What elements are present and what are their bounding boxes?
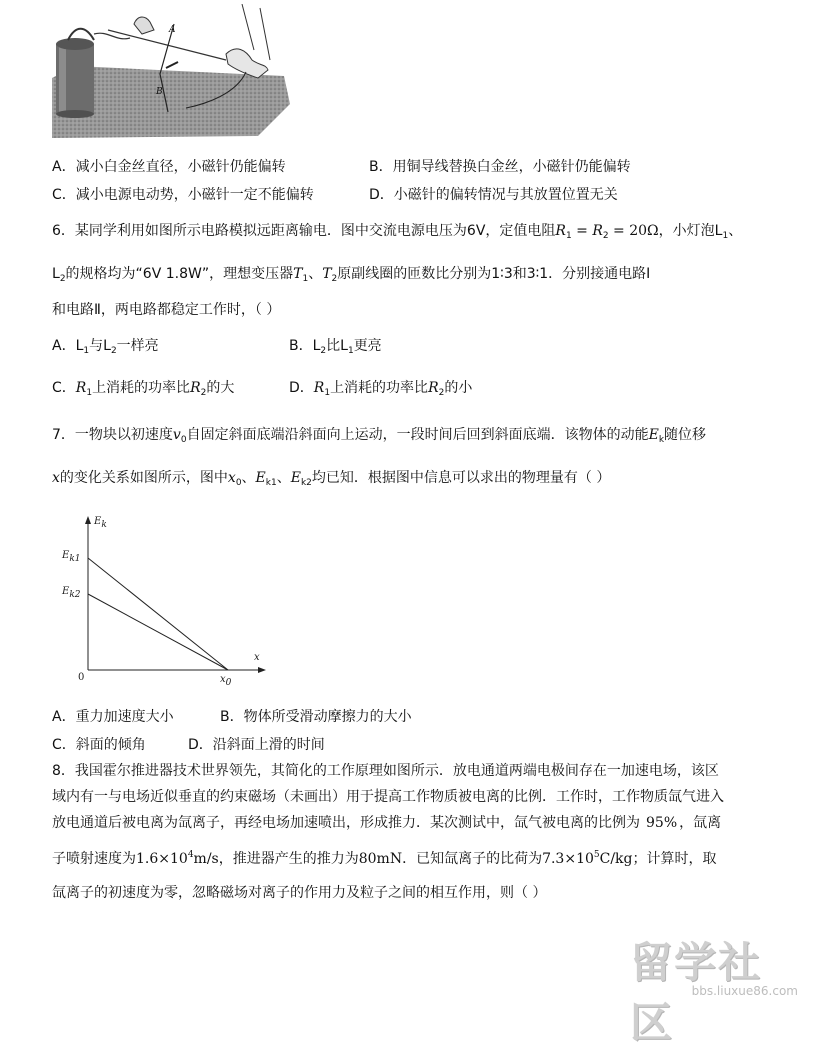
q6-option-b: B．$L_2$比$L_1$更亮 <box>289 338 382 356</box>
line-ek2 <box>88 594 228 670</box>
q7-option-d: D．沿斜面上滑的时间 <box>188 737 325 753</box>
q8-line-3: 放电通道后被电离为氙离子，再经电场加速喷出，形成推力．某次测试中，氙气被电离的比例为 95% ，氙离 <box>52 815 722 831</box>
q8-line-4: 子喷射速度为$1.6\times 10^4m/s$，推进器产生的推力为80mN．已知氙离子的比荷为$7.3\times 10^5C/kg$；计算时，取 <box>52 850 717 867</box>
label-b: B <box>156 87 163 97</box>
q7-line-2: x的变化关系如图所示，图中$x_0$、$E_{k1}$、$E_{k2}$均已知．根据图中信息可以求出的物理量有（ ） <box>52 470 611 488</box>
q7-option-b: B．物体所受滑动摩擦力的大小 <box>220 709 412 725</box>
q7-option-c: C．斜面的倾角 <box>52 737 146 753</box>
experiment-illustration <box>46 4 292 140</box>
graph-axes <box>54 512 274 690</box>
q5-option-c: C．减小电源电动势，小磁针一定不能偏转 <box>52 187 314 203</box>
q6-option-c: C．$R_1$上消耗的功率比$R_2$的大 <box>52 380 235 398</box>
q5-option-a: A．减小白金丝直径，小磁针仍能偏转 <box>52 159 286 175</box>
q6-option-d: D．$R_1$上消耗的功率比$R_2$的小 <box>289 380 473 398</box>
ek-x-graph <box>54 512 274 690</box>
line-ek1 <box>88 558 228 670</box>
q7-option-a: A．重力加速度大小 <box>52 709 174 725</box>
q8-line-5: 氙离子的初速度为零，忽略磁场对离子的作用力及粒子之间的相互作用，则（ ） <box>52 885 547 901</box>
q6-line-3: 和电路Ⅱ，两电路都稳定工作时，（ ） <box>52 302 281 318</box>
ek1-label: $E_{k1}$ <box>62 550 81 564</box>
x-axis-label: x <box>254 652 260 663</box>
watermark-logo-text: 留学社区 <box>630 938 763 1047</box>
x0-label: $x_0$ <box>220 674 232 688</box>
q6-option-a: A．$L_1$与$L_2$一样亮 <box>52 338 159 356</box>
site-watermark <box>630 930 800 1047</box>
watermark-url: bbs.liuxue86.com <box>691 984 798 998</box>
ek2-label: $E_{k2}$ <box>62 586 81 600</box>
y-axis-label: $E_k$ <box>94 516 107 530</box>
q7-line-1: 7．一物块以初速度$v_0$自固定斜面底端沿斜面向上运动，一段时间后回到斜面底端．该物体的动能$E_k$随位移 <box>52 427 707 445</box>
q5-option-d: D．小磁针的偏转情况与其放置位置无关 <box>369 187 618 203</box>
q5-option-b: B．用铜导线替换白金丝，小磁针仍能偏转 <box>369 159 631 175</box>
q8-line-1: 8．我国霍尔推进器技术世界领先，其简化的工作原理如图所示．放电通道两端电极间存在一加速电场，该区 <box>52 763 719 779</box>
q6-line-1: 6．某同学利用如图所示电路模拟远距离输电．图中交流电源电压为6V，定值电阻$R_1 = R_2 = 20\Omega$，小灯泡$L_1$、 <box>52 223 743 241</box>
label-a: A <box>169 25 176 35</box>
q8-line-2: 域内有一与电场近似垂直的约束磁场（未画出）用于提高工作物质被电离的比例．工作时，工作物质氙气进入 <box>52 789 724 805</box>
origin-label: 0 <box>78 672 85 683</box>
q6-line-2: $L_2$的规格均为“6V 1.8W”，理想变压器$T_1$、$T_2$原副线圈的匝数比分别为1∶3和3∶1．分别接通电路Ⅰ <box>52 266 651 284</box>
